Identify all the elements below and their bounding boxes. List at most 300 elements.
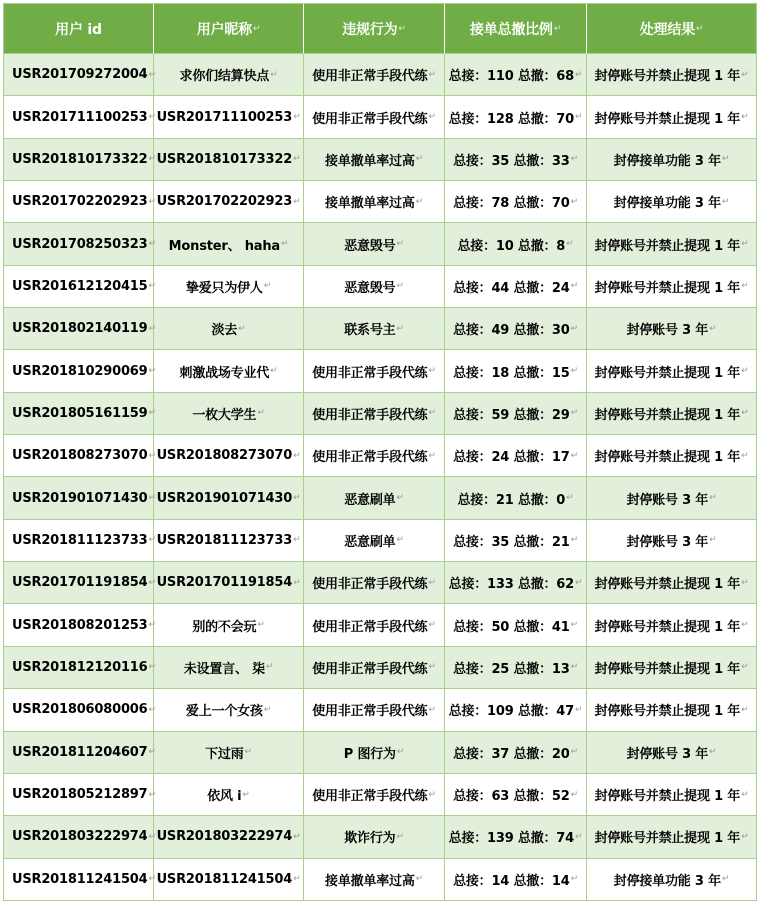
cell-nickname — [154, 774, 304, 816]
header-ratio — [445, 4, 587, 54]
cell-ratio-text: 总接：18 总撤：15 — [453, 365, 570, 381]
paragraph-mark-icon: ↵ — [293, 535, 301, 546]
cell-result-text: 封停账号并禁止提现 1 年 — [594, 280, 741, 296]
cell-violation-text: 接单撤单率过高 — [325, 153, 415, 169]
cell-violation-text: 欺诈行为 — [344, 831, 396, 847]
table-row — [4, 732, 757, 774]
cell-nickname-text: 挚爱只为伊人 — [185, 280, 263, 296]
paragraph-mark-icon: ↵ — [741, 281, 749, 292]
cell-nickname — [154, 350, 304, 392]
cell-violation — [304, 477, 445, 519]
cell-user-id-text: USR201701191854 — [12, 575, 148, 591]
cell-user-id — [4, 477, 154, 519]
cell-user-id — [4, 816, 154, 858]
paragraph-mark-icon: ↵ — [570, 408, 578, 419]
cell-user-id — [4, 223, 154, 265]
cell-ratio-text: 总接：35 总撤：21 — [453, 534, 570, 550]
paragraph-mark-icon: ↵ — [741, 112, 749, 123]
cell-result — [587, 96, 757, 138]
paragraph-mark-icon: ↵ — [428, 366, 436, 377]
cell-user-id-text: USR201805161159 — [12, 405, 148, 421]
cell-ratio-text: 总接：133 总撤：62 — [448, 577, 574, 593]
cell-result — [587, 859, 757, 901]
cell-user-id-text: USR201812120116 — [12, 659, 148, 675]
cell-ratio — [445, 689, 587, 731]
cell-violation-text: 使用非正常手段代练 — [312, 111, 428, 127]
cell-result-text: 封停账号并禁止提现 1 年 — [594, 661, 741, 677]
cell-ratio-text: 总接：78 总撤：70 — [453, 196, 570, 212]
paragraph-mark-icon: ↵ — [721, 154, 730, 165]
cell-user-id-text: USR201708250323 — [12, 236, 148, 252]
cell-violation-text: 使用非正常手段代练 — [312, 704, 428, 720]
header-violation — [304, 4, 445, 54]
cell-nickname-text: USR201810173322 — [156, 151, 293, 167]
cell-violation — [304, 181, 445, 223]
cell-ratio-text: 总接：10 总撤：8 — [457, 238, 566, 254]
paragraph-mark-icon: ↵ — [148, 704, 156, 715]
cell-nickname — [154, 647, 304, 689]
cell-violation-text: 使用非正常手段代练 — [312, 661, 428, 677]
paragraph-mark-icon: ↵ — [238, 323, 246, 334]
cell-violation — [304, 435, 445, 477]
table-row — [4, 816, 757, 858]
cell-violation-text: 使用非正常手段代练 — [312, 407, 428, 423]
table-row — [4, 859, 757, 901]
cell-ratio — [445, 816, 587, 858]
cell-result — [587, 816, 757, 858]
paragraph-mark-icon: ↵ — [148, 112, 156, 123]
cell-violation — [304, 859, 445, 901]
cell-result — [587, 689, 757, 731]
table-row — [4, 435, 757, 477]
paragraph-mark-icon: ↵ — [570, 535, 578, 546]
cell-result — [587, 647, 757, 689]
cell-violation-text: 恶意毁号 — [344, 238, 396, 254]
cell-user-id — [4, 774, 154, 816]
cell-nickname-text: USR201901071430 — [156, 490, 293, 506]
cell-result — [587, 350, 757, 392]
table-row — [4, 604, 757, 646]
paragraph-mark-icon: ↵ — [741, 577, 749, 588]
paragraph-mark-icon: ↵ — [148, 620, 156, 631]
paragraph-mark-icon: ↵ — [242, 789, 250, 800]
cell-result — [587, 308, 757, 350]
cell-user-id-text: USR201702202923 — [12, 194, 148, 210]
paragraph-mark-icon: ↵ — [293, 831, 301, 842]
paragraph-mark-icon: ↵ — [570, 747, 578, 758]
cell-ratio — [445, 774, 587, 816]
header-nickname — [154, 4, 304, 54]
paragraph-mark-icon: ↵ — [293, 112, 301, 123]
paragraph-mark-icon: ↵ — [263, 704, 272, 715]
cell-ratio — [445, 562, 587, 604]
cell-violation — [304, 96, 445, 138]
cell-result-text: 封停账号并禁止提现 1 年 — [594, 111, 741, 127]
paragraph-mark-icon: ↵ — [570, 196, 578, 207]
cell-nickname — [154, 223, 304, 265]
cell-nickname-text: USR201711100253 — [156, 109, 293, 125]
paragraph-mark-icon: ↵ — [148, 366, 156, 377]
cell-result — [587, 774, 757, 816]
table-row — [4, 647, 757, 689]
cell-result-text: 封停接单功能 3 年 — [613, 873, 721, 889]
cell-nickname-text: USR201701191854 — [156, 575, 293, 591]
cell-user-id-text: USR201808273070 — [12, 448, 148, 464]
cell-result-text: 封停账号并禁止提现 1 年 — [594, 831, 741, 847]
paragraph-mark-icon: ↵ — [148, 281, 156, 292]
header-label: 接单总撤比例 — [469, 21, 553, 38]
cell-user-id-text: USR201811123733 — [12, 532, 148, 548]
paragraph-mark-icon: ↵ — [741, 662, 749, 673]
cell-violation — [304, 816, 445, 858]
cell-user-id — [4, 139, 154, 181]
cell-violation — [304, 393, 445, 435]
cell-nickname-text: USR201811123733 — [156, 532, 293, 548]
cell-ratio-text: 总接：24 总撤：17 — [453, 450, 570, 466]
table-row — [4, 181, 757, 223]
cell-result — [587, 477, 757, 519]
paragraph-mark-icon: ↵ — [252, 23, 261, 34]
paragraph-mark-icon: ↵ — [257, 620, 265, 631]
cell-ratio-text: 总接：110 总撤：68 — [448, 69, 574, 85]
cell-nickname — [154, 266, 304, 308]
cell-user-id-text: USR201711100253 — [12, 109, 148, 125]
cell-nickname-text: 别的不会玩 — [192, 619, 257, 635]
cell-violation-text: 使用非正常手段代练 — [312, 619, 428, 635]
cell-ratio — [445, 647, 587, 689]
cell-violation — [304, 139, 445, 181]
paragraph-mark-icon: ↵ — [148, 450, 156, 461]
cell-violation-text: 恶意毁号 — [344, 280, 396, 296]
cell-result-text: 封停账号 3 年 — [626, 534, 709, 550]
paragraph-mark-icon: ↵ — [270, 69, 278, 80]
cell-result-text: 封停账号并禁止提现 1 年 — [594, 577, 741, 593]
cell-user-id — [4, 393, 154, 435]
cell-violation — [304, 774, 445, 816]
cell-violation — [304, 223, 445, 265]
paragraph-mark-icon: ↵ — [415, 874, 423, 885]
paragraph-mark-icon: ↵ — [553, 23, 562, 34]
cell-result-text: 封停接单功能 3 年 — [613, 196, 721, 212]
table-body — [4, 54, 757, 901]
paragraph-mark-icon: ↵ — [741, 831, 749, 842]
paragraph-mark-icon: ↵ — [570, 450, 578, 461]
cell-violation — [304, 562, 445, 604]
cell-nickname — [154, 435, 304, 477]
cell-nickname — [154, 562, 304, 604]
paragraph-mark-icon: ↵ — [570, 154, 578, 165]
cell-nickname — [154, 689, 304, 731]
paragraph-mark-icon: ↵ — [396, 493, 404, 504]
cell-ratio — [445, 350, 587, 392]
cell-ratio — [445, 732, 587, 774]
paragraph-mark-icon: ↵ — [575, 577, 583, 588]
paragraph-mark-icon: ↵ — [148, 196, 156, 207]
table-row — [4, 308, 757, 350]
cell-violation-text: 联系号主 — [344, 323, 396, 339]
cell-ratio — [445, 477, 587, 519]
paragraph-mark-icon: ↵ — [396, 239, 404, 250]
paragraph-mark-icon: ↵ — [575, 69, 583, 80]
cell-user-id-text: USR201806080006 — [12, 702, 148, 718]
cell-ratio — [445, 266, 587, 308]
paragraph-mark-icon: ↵ — [148, 239, 156, 250]
cell-violation-text: 恶意刷单 — [344, 492, 396, 508]
paragraph-mark-icon: ↵ — [148, 831, 156, 842]
cell-nickname-text: USR201803222974 — [156, 829, 293, 845]
cell-nickname — [154, 96, 304, 138]
paragraph-mark-icon: ↵ — [148, 69, 156, 80]
cell-user-id — [4, 96, 154, 138]
paragraph-mark-icon: ↵ — [428, 789, 436, 800]
cell-result-text: 封停账号并禁止提现 1 年 — [594, 69, 741, 85]
cell-ratio-text: 总接：21 总撤：0 — [457, 492, 566, 508]
cell-violation-text: 恶意刷单 — [344, 534, 396, 550]
paragraph-mark-icon: ↵ — [709, 323, 717, 334]
cell-user-id — [4, 266, 154, 308]
paragraph-mark-icon: ↵ — [428, 408, 436, 419]
cell-user-id — [4, 647, 154, 689]
cell-violation-text: 使用非正常手段代练 — [312, 450, 428, 466]
paragraph-mark-icon: ↵ — [721, 196, 730, 207]
cell-ratio — [445, 54, 587, 96]
cell-violation — [304, 520, 445, 562]
paragraph-mark-icon: ↵ — [428, 450, 436, 461]
cell-ratio — [445, 223, 587, 265]
paragraph-mark-icon: ↵ — [148, 408, 156, 419]
cell-result-text: 封停账号 3 年 — [626, 746, 709, 762]
cell-result — [587, 54, 757, 96]
cell-user-id — [4, 604, 154, 646]
header-label: 违规行为 — [342, 21, 398, 38]
paragraph-mark-icon: ↵ — [280, 239, 289, 250]
paragraph-mark-icon: ↵ — [570, 323, 578, 334]
cell-nickname — [154, 393, 304, 435]
cell-result — [587, 732, 757, 774]
cell-result-text: 封停账号并禁止提现 1 年 — [594, 238, 741, 254]
cell-ratio-text: 总接：49 总撤：30 — [453, 323, 570, 339]
cell-result — [587, 435, 757, 477]
cell-nickname-text: USR201808273070 — [156, 448, 293, 464]
cell-ratio-text: 总接：14 总撤：14 — [453, 873, 570, 889]
cell-violation-text: 接单撤单率过高 — [325, 196, 415, 212]
paragraph-mark-icon: ↵ — [741, 620, 749, 631]
cell-result — [587, 604, 757, 646]
paragraph-mark-icon: ↵ — [148, 789, 156, 800]
cell-result-text: 封停账号并禁止提现 1 年 — [594, 789, 741, 805]
paragraph-mark-icon: ↵ — [428, 704, 436, 715]
cell-user-id — [4, 859, 154, 901]
paragraph-mark-icon: ↵ — [428, 577, 436, 588]
paragraph-mark-icon: ↵ — [575, 112, 583, 123]
cell-user-id — [4, 435, 154, 477]
paragraph-mark-icon: ↵ — [428, 112, 436, 123]
cell-nickname-text: 爱上一个女孩 — [185, 704, 263, 720]
cell-violation — [304, 54, 445, 96]
paragraph-mark-icon: ↵ — [148, 747, 156, 758]
table-row — [4, 96, 757, 138]
cell-nickname — [154, 816, 304, 858]
cell-violation-text: 使用非正常手段代练 — [312, 69, 428, 85]
paragraph-mark-icon: ↵ — [415, 196, 423, 207]
cell-result — [587, 181, 757, 223]
cell-violation — [304, 732, 445, 774]
paragraph-mark-icon: ↵ — [570, 281, 578, 292]
paragraph-mark-icon: ↵ — [428, 620, 436, 631]
cell-violation-text: 使用非正常手段代练 — [312, 789, 428, 805]
cell-result — [587, 139, 757, 181]
table-row — [4, 393, 757, 435]
cell-nickname-text: 一枚大学生 — [192, 407, 257, 423]
cell-result-text: 封停账号 3 年 — [626, 492, 709, 508]
header-label: 用户 id — [55, 21, 102, 38]
table-row — [4, 774, 757, 816]
paragraph-mark-icon: ↵ — [263, 281, 272, 292]
paragraph-mark-icon: ↵ — [293, 154, 301, 165]
cell-violation — [304, 647, 445, 689]
cell-ratio-text: 总接：109 总撤：47 — [448, 704, 574, 720]
cell-ratio-text: 总接：63 总撤：52 — [453, 789, 570, 805]
cell-nickname-text: 淡去 — [211, 323, 238, 339]
cell-ratio — [445, 604, 587, 646]
paragraph-mark-icon: ↵ — [270, 366, 278, 377]
cell-user-id-text: USR201811241504 — [12, 871, 148, 887]
header-label: 处理结果 — [639, 21, 695, 38]
paragraph-mark-icon: ↵ — [148, 154, 156, 165]
cell-user-id-text: USR201810290069 — [12, 363, 148, 379]
cell-result-text: 封停账号 3 年 — [626, 323, 709, 339]
cell-user-id — [4, 689, 154, 731]
cell-user-id-text: USR201802140119 — [12, 321, 148, 337]
paragraph-mark-icon: ↵ — [148, 662, 156, 673]
cell-result-text: 封停账号并禁止提现 1 年 — [594, 450, 741, 466]
paragraph-mark-icon: ↵ — [428, 69, 436, 80]
cell-nickname-text: USR201811241504 — [156, 871, 293, 887]
paragraph-mark-icon: ↵ — [566, 239, 574, 250]
paragraph-mark-icon: ↵ — [575, 831, 583, 842]
cell-result — [587, 562, 757, 604]
cell-ratio — [445, 96, 587, 138]
cell-result — [587, 223, 757, 265]
paragraph-mark-icon: ↵ — [741, 239, 749, 250]
header-label: 用户昵称 — [196, 21, 252, 38]
table-row — [4, 562, 757, 604]
paragraph-mark-icon: ↵ — [148, 874, 156, 885]
cell-ratio — [445, 435, 587, 477]
cell-nickname — [154, 477, 304, 519]
cell-nickname — [154, 139, 304, 181]
cell-user-id — [4, 732, 154, 774]
table-row — [4, 689, 757, 731]
cell-user-id-text: USR201803222974 — [12, 829, 148, 845]
cell-nickname-text: 依风 i — [207, 789, 242, 805]
paragraph-mark-icon: ↵ — [148, 493, 156, 504]
paragraph-mark-icon: ↵ — [741, 69, 749, 80]
cell-ratio-text: 总接：37 总撤：20 — [453, 746, 570, 762]
cell-user-id — [4, 562, 154, 604]
cell-ratio-text: 总接：139 总撤：74 — [448, 831, 574, 847]
paragraph-mark-icon: ↵ — [293, 577, 301, 588]
cell-user-id-text: USR201612120415 — [12, 278, 148, 294]
cell-user-id-text: USR201805212897 — [12, 787, 148, 803]
cell-result-text: 封停账号并禁止提现 1 年 — [594, 619, 741, 635]
cell-result — [587, 520, 757, 562]
paragraph-mark-icon: ↵ — [575, 704, 583, 715]
cell-nickname-text: 未设置言、 柒 — [183, 661, 265, 677]
cell-nickname — [154, 859, 304, 901]
paragraph-mark-icon: ↵ — [244, 747, 252, 758]
cell-result — [587, 393, 757, 435]
cell-ratio-text: 总接：35 总撤：33 — [453, 153, 570, 169]
cell-ratio — [445, 308, 587, 350]
cell-nickname — [154, 604, 304, 646]
cell-nickname — [154, 54, 304, 96]
paragraph-mark-icon: ↵ — [570, 789, 578, 800]
cell-nickname — [154, 181, 304, 223]
paragraph-mark-icon: ↵ — [265, 662, 274, 673]
cell-ratio-text: 总接：50 总撤：41 — [453, 619, 570, 635]
cell-violation — [304, 604, 445, 646]
cell-violation-text: 接单撤单率过高 — [325, 873, 415, 889]
paragraph-mark-icon: ↵ — [293, 196, 301, 207]
paragraph-mark-icon: ↵ — [398, 23, 406, 34]
cell-nickname-text: USR201702202923 — [156, 194, 293, 210]
cell-user-id — [4, 350, 154, 392]
paragraph-mark-icon: ↵ — [695, 23, 704, 34]
cell-ratio — [445, 181, 587, 223]
cell-ratio-text: 总接：44 总撤：24 — [453, 280, 570, 296]
cell-user-id — [4, 54, 154, 96]
table-row — [4, 54, 757, 96]
paragraph-mark-icon: ↵ — [709, 493, 717, 504]
cell-result-text: 封停接单功能 3 年 — [613, 153, 721, 169]
table-row — [4, 520, 757, 562]
cell-ratio-text: 总接：25 总撤：13 — [453, 661, 570, 677]
paragraph-mark-icon: ↵ — [741, 408, 749, 419]
paragraph-mark-icon: ↵ — [148, 535, 156, 546]
paragraph-mark-icon: ↵ — [570, 620, 578, 631]
cell-user-id — [4, 520, 154, 562]
header-result — [587, 4, 757, 54]
table-row — [4, 350, 757, 392]
paragraph-mark-icon: ↵ — [396, 281, 404, 292]
cell-ratio — [445, 393, 587, 435]
cell-user-id — [4, 308, 154, 350]
paragraph-mark-icon: ↵ — [293, 450, 301, 461]
paragraph-mark-icon: ↵ — [148, 323, 156, 334]
cell-result-text: 封停账号并禁止提现 1 年 — [594, 704, 741, 720]
paragraph-mark-icon: ↵ — [257, 408, 265, 419]
paragraph-mark-icon: ↵ — [741, 704, 749, 715]
cell-nickname — [154, 732, 304, 774]
paragraph-mark-icon: ↵ — [415, 154, 423, 165]
paragraph-mark-icon: ↵ — [396, 831, 404, 842]
cell-violation-text: P 图行为 — [343, 746, 396, 762]
table-header-row — [4, 4, 757, 54]
table-row — [4, 477, 757, 519]
cell-user-id-text: USR201901071430 — [12, 490, 148, 506]
paragraph-mark-icon: ↵ — [293, 874, 301, 885]
cell-user-id-text: USR201709272004 — [12, 67, 148, 83]
cell-violation-text: 使用非正常手段代练 — [312, 365, 428, 381]
cell-nickname — [154, 520, 304, 562]
cell-violation-text: 使用非正常手段代练 — [312, 577, 428, 593]
paragraph-mark-icon: ↵ — [570, 662, 578, 673]
cell-violation — [304, 308, 445, 350]
cell-nickname — [154, 308, 304, 350]
cell-ratio-text: 总接：59 总撤：29 — [453, 407, 570, 423]
table-row — [4, 223, 757, 265]
